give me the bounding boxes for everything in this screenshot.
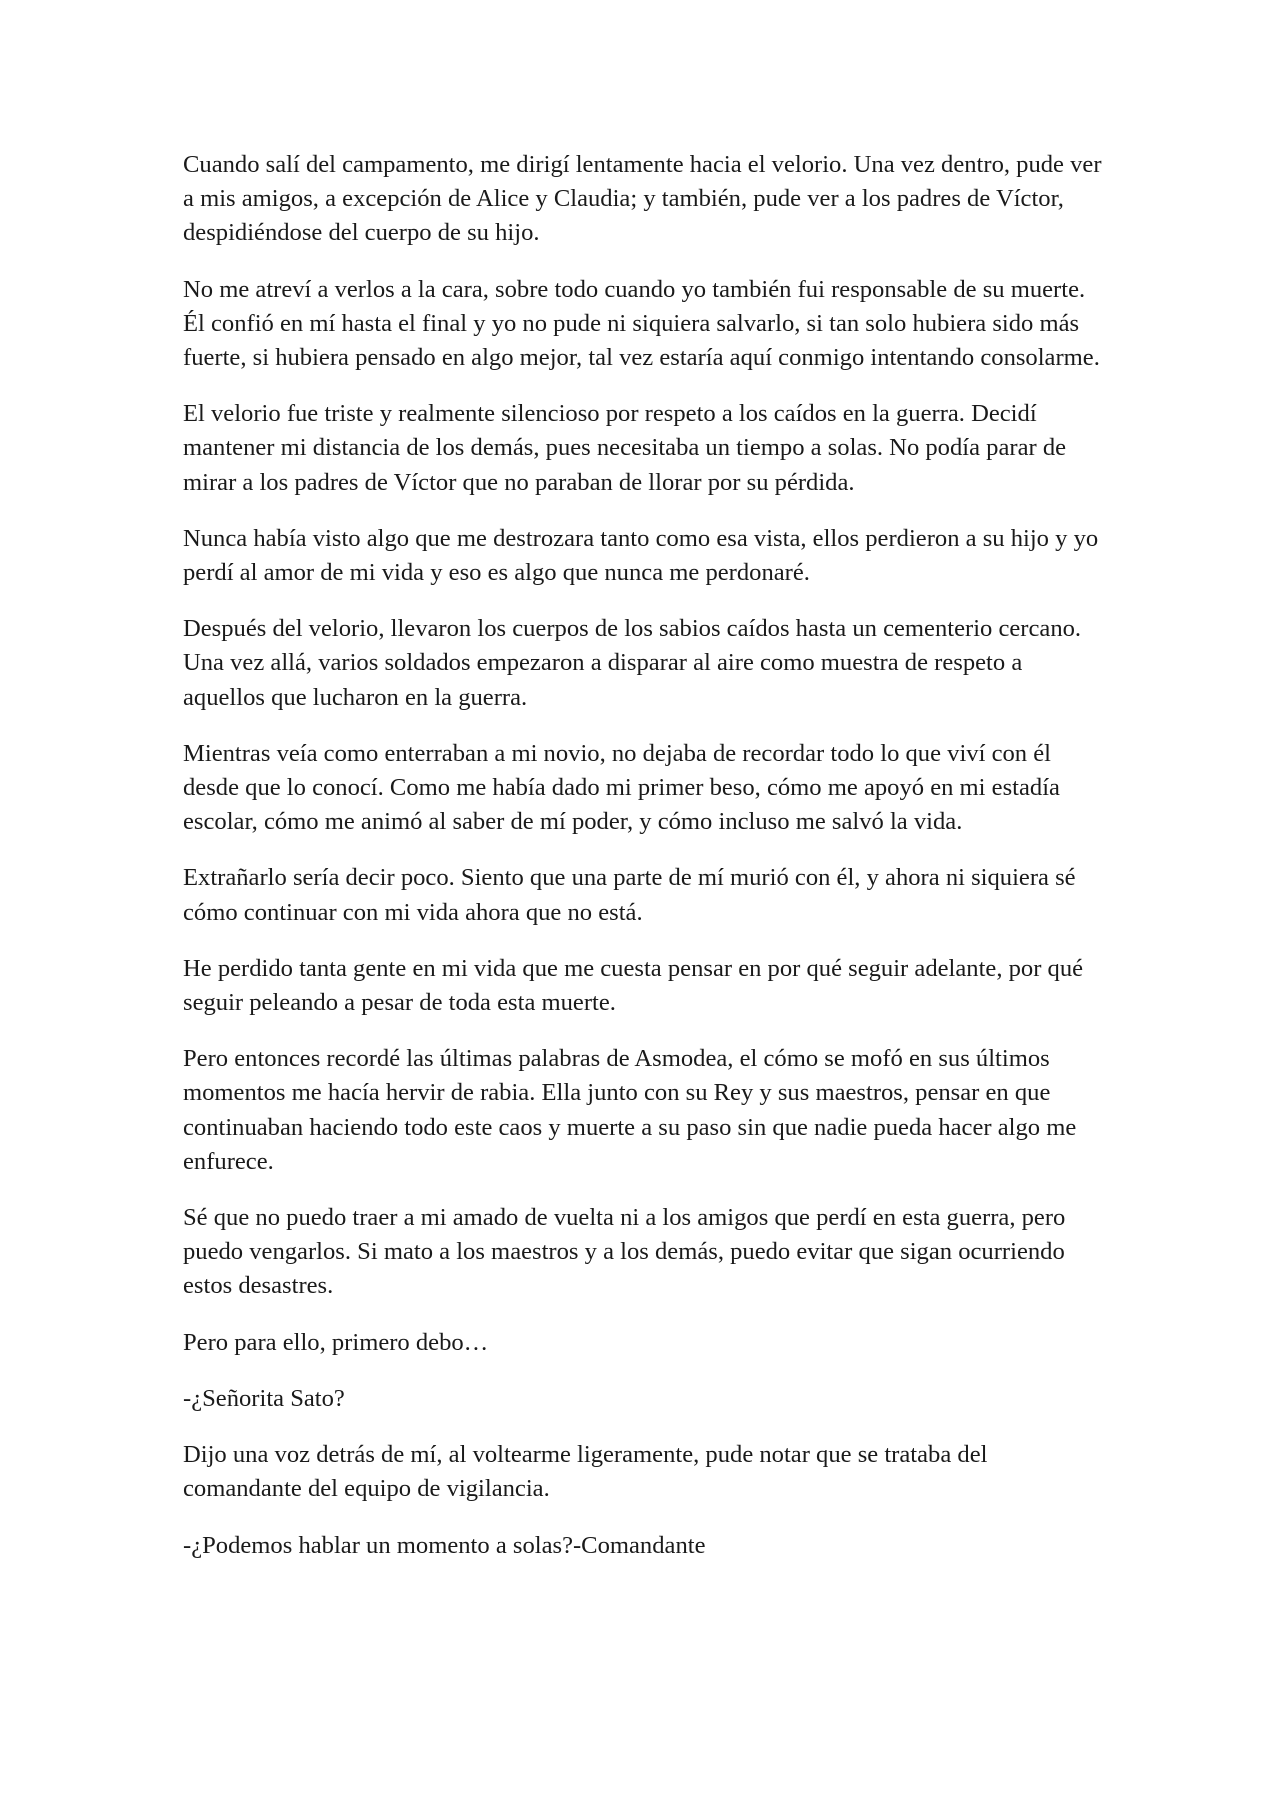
paragraph-9: Pero entonces recordé las últimas palabras de Asmodea, el cómo se mofó en sus últimos momentos me hacía hervir de rabia. Ella junto con su Rey y sus maestros, pensar en que continuaban haciendo todo este caos y muerte a su paso sin que nadie pueda hacer algo me enfurece. bbox=[183, 1045, 1077, 1175]
paragraph-6: Mientras veía como enterraban a mi novio, no dejaba de recordar todo lo que viví con él desde que lo conocí. Como me había dado mi primer beso, cómo me apoyó en mi estadía escolar, cómo me animó al saber de mí poder, y cómo incluso me salvó la vida. bbox=[183, 739, 1060, 836]
dialogue-line-1: -¿Señorita Sato? bbox=[183, 1384, 345, 1412]
paragraph-11: Pero para ello, primero debo… bbox=[183, 1328, 489, 1356]
paragraph-10: Sé que no puedo traer a mi amado de vuelta ni a los amigos que perdí en esta guerra, pero puedo vengarlos. Si mato a los maestros y a los demás, puedo evitar que sigan ocurriendo estos desastres. bbox=[183, 1204, 1066, 1300]
dialogue-line-2: -¿Podemos hablar un momento a solas?-Comandante bbox=[183, 1531, 706, 1559]
paragraph-13: Dijo una voz detrás de mí, al voltearme ligeramente, pude notar que se trataba del comandante del equipo de vigilancia. bbox=[183, 1441, 988, 1503]
paragraph-2: No me atreví a verlos a la cara, sobre todo cuando yo también fui responsable de su muerte. Él confió en mí hasta el final y yo no pude ni siquiera salvarlo, si tan solo hubiera sido más fuerte, si hubiera pensado en algo mejor, tal vez estaría aquí conmigo intentando consolarme. bbox=[183, 275, 1100, 372]
paragraph-7: Extrañarlo sería decir poco. Siento que una parte de mí murió con él, y ahora ni siquiera sé cómo continuar con mi vida ahora que no está. bbox=[183, 864, 1076, 926]
paragraph-4: Nunca había visto algo que me destrozara tanto como esa vista, ellos perdieron a su hijo y yo perdí al amor de mi vida y eso es algo que nunca me perdonaré. bbox=[183, 524, 1099, 587]
document-body bbox=[183, 148, 1103, 1585]
paragraph-1: Cuando salí del campamento, me dirigí lentamente hacia el velorio. Una vez dentro, pude ver a mis amigos, a excepción de Alice y Claudia; y también, pude ver a los padres de Víctor, despidiéndose del cuerpo de su hijo. bbox=[183, 151, 1102, 247]
paragraph-8: He perdido tanta gente en mi vida que me cuesta pensar en por qué seguir adelante, por qué seguir peleando a pesar de toda esta muerte. bbox=[183, 954, 1084, 1017]
paragraph-3: El velorio fue triste y realmente silencioso por respeto a los caídos en la guerra. Decidí mantener mi distancia de los demás, pues necesitaba un tiempo a solas. No podía parar de mirar a los padres de Víctor que no paraban de llorar por su pérdida. bbox=[183, 400, 1067, 496]
paragraph-5: Después del velorio, llevaron los cuerpos de los sabios caídos hasta un cementerio cercano. Una vez allá, varios soldados empezaron a disparar al aire como muestra de respeto a aquellos que lucharon en la guerra. bbox=[183, 615, 1082, 711]
